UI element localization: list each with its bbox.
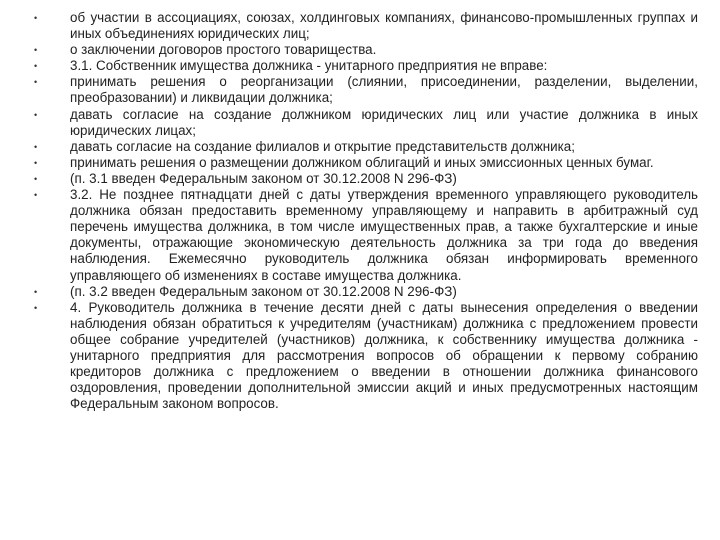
list-item bbox=[0, 42, 720, 58]
bullet-icon: • bbox=[34, 302, 38, 313]
list-item bbox=[0, 107, 720, 139]
list-item-text: о заключении договоров простого товарищества. bbox=[70, 42, 377, 58]
list-item bbox=[0, 187, 720, 284]
list-item-text: принимать решения о размещении должником облигаций и иных эмиссионных ценных бумаг. bbox=[70, 154, 654, 170]
list-item bbox=[0, 10, 720, 42]
list-item-text: 3.1. Собственник имущества должника - унитарного предприятия не вправе: bbox=[70, 58, 548, 74]
document-body bbox=[0, 10, 720, 412]
list-item-text: (п. 3.2 введен Федеральным законом от 30.12.2008 N 296-ФЗ) bbox=[70, 283, 457, 299]
bullet-icon: • bbox=[34, 141, 38, 152]
bullet-icon: • bbox=[34, 173, 38, 184]
bullet-icon: • bbox=[34, 13, 38, 23]
list-item-text: 3.2. Не позднее пятнадцати дней с даты утверждения временного управляющего руководитель должника обязан предоставить временному управляющему и направить в арбитражный суд перечень имущества должника, в том числе имущественных прав, а также бухгалтерские и иные документы, отражающие экономическую деятельность должника за три года до введения наблюдения. Ежемесячно руководитель должника обязан информировать временного управляющего об изменениях в составе имущества должника. bbox=[70, 187, 698, 283]
list-item bbox=[0, 139, 720, 155]
list-item-text: давать согласие на создание должником юридических лиц или участие должника в иных юридических лицах; bbox=[70, 106, 698, 138]
list-item bbox=[0, 74, 720, 106]
list-item-text: 4. Руководитель должника в течение десяти дней с даты вынесения определения о введении наблюдения обязан обратиться к учредителям (участникам) должника с предложением провести общее собрание учредителей (участников) должника, к собственнику имущества должника - унитарного предприятия для рассмотрения вопросов об обращении к первому собранию кредиторов должника с предложением о введении в отношении должника финансового оздоровления, проведении дополнительной эмиссии акций и иных предусмотренных настоящим Федеральным законом вопросов. bbox=[70, 299, 698, 412]
bullet-icon: • bbox=[34, 45, 38, 56]
bullet-icon: • bbox=[34, 286, 38, 297]
list-item-text: об участии в ассоциациях, союзах, холдинговых компаниях, финансово-промышленных группах и иных объединениях юридических лиц; bbox=[70, 10, 698, 42]
list-item-text: (п. 3.1 введен Федеральным законом от 30.12.2008 N 296-ФЗ) bbox=[70, 170, 457, 186]
list-item bbox=[0, 300, 720, 413]
bullet-icon: • bbox=[34, 157, 38, 168]
list-item bbox=[0, 284, 720, 300]
bullet-icon: • bbox=[34, 109, 38, 120]
bullet-list bbox=[0, 10, 720, 412]
list-item bbox=[0, 155, 720, 171]
list-item bbox=[0, 58, 720, 74]
bullet-icon: • bbox=[34, 61, 38, 72]
bullet-icon: • bbox=[34, 190, 38, 201]
list-item-text: принимать решения о реорганизации (слиянии, присоединении, разделении, выделении, преобразовании) и ликвидации должника; bbox=[70, 74, 698, 106]
bullet-icon: • bbox=[34, 77, 38, 88]
list-item bbox=[0, 171, 720, 187]
list-item-text: давать согласие на создание филиалов и открытие представительств должника; bbox=[70, 138, 575, 154]
